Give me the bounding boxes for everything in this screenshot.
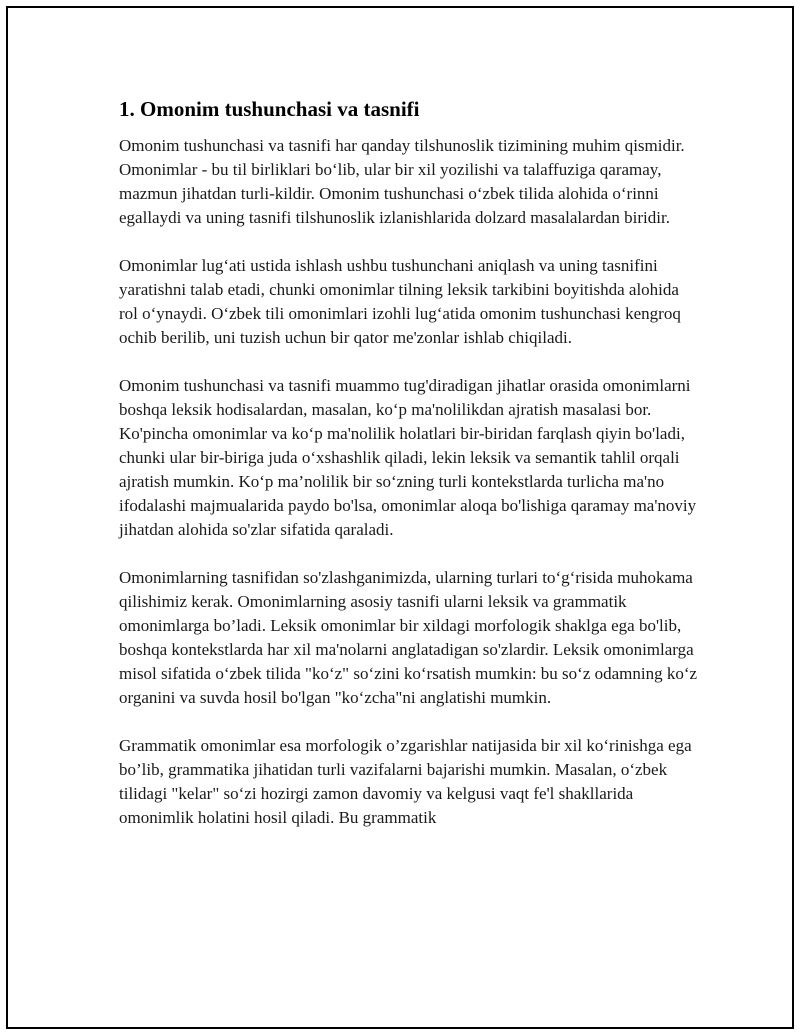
page-frame — [6, 6, 794, 1029]
section-heading: 1. Omonim tushunchasi va tasnifi — [119, 97, 420, 121]
paragraph-2: Omonimlar lug‘ati ustida ishlash ushbu tushunchani aniqlash va uning tasnifini yaratishni talab etadi, chunki omonimlar tilning leksik tarkibini boyitishda alohida rol o‘ynaydi. O‘zbek tili omonimlari izohli lug‘atida omonim tushunchasi kengroq ochib berilib, uni tuzish uchun bir qator me'zonlar ishlab chiqiladi. — [119, 256, 681, 347]
document-body — [119, 96, 699, 854]
paragraph-5: Grammatik omonimlar esa morfologik o’zgarishlar natijasida bir xil ko‘rinishga ega bo’lib, grammatika jihatidan turli vazifalarni bajarishi mumkin. Masalan, o‘zbek tilidagi "kelar" so‘zi hozirgi zamon davomiy va kelgusi vaqt fe'l shakllarida omonimlik holatini hosil qiladi. Bu grammatik — [119, 736, 692, 827]
paragraph-1: Omonim tushunchasi va tasnifi har qanday tilshunoslik tizimining muhim qismidir. Omonimlar - bu til birliklari bo‘lib, ular bir xil yozilishi va talaffuziga qaramay, mazmun jihatdan turli-kildir. Omonim tushunchasi o‘zbek tilida alohida o‘rinni egallaydi va uning tasnifi tilshunoslik izlanishlarida dolzard masalalardan biridir. — [119, 136, 685, 227]
paragraph-4: Omonimlarning tasnifidan so'zlashganimizda, ularning turlari to‘g‘risida muhokama qilishimiz kerak. Omonimlarning asosiy tasnifi ularni leksik va grammatik omonimlarga bo’ladi. Leksik omonimlar bir xildagi morfologik shaklga ega bo'lib, boshqa kontekstlarda har xil ma'nolarni anglatadigan so'zlardir. Leksik omonimlarga misol sifatida o‘zbek tilida "ko‘z" so‘zini ko‘rsatish mumkin: bu so‘z odamning ko‘z organini va suvda hosil bo'lgan "ko‘zcha"ni anglatishi mumkin. — [119, 568, 698, 707]
paragraph-3: Omonim tushunchasi va tasnifi muammo tug'diradigan jihatlar orasida omonimlarni boshqa leksik hodisalardan, masalan, ko‘p ma'nolilikdan ajratish masalasi bor. Ko'pincha omonimlar va ko‘p ma'nolilik holatlari bir-biridan farqlash qiyin bo'ladi, chunki ular bir-biriga juda o‘xshashlik qiladi, lekin leksik va semantik tahlil orqali ajratish mumkin. Ko‘p ma’nolilik bir so‘zning turli kontekstlarda turlicha ma'no ifodalashi majmualarida paydo bo'lsa, omonimlar aloqa bo'lishiga qaramay ma'noviy jihatdan alohida so'zlar sifatida qaraladi. — [119, 376, 697, 539]
